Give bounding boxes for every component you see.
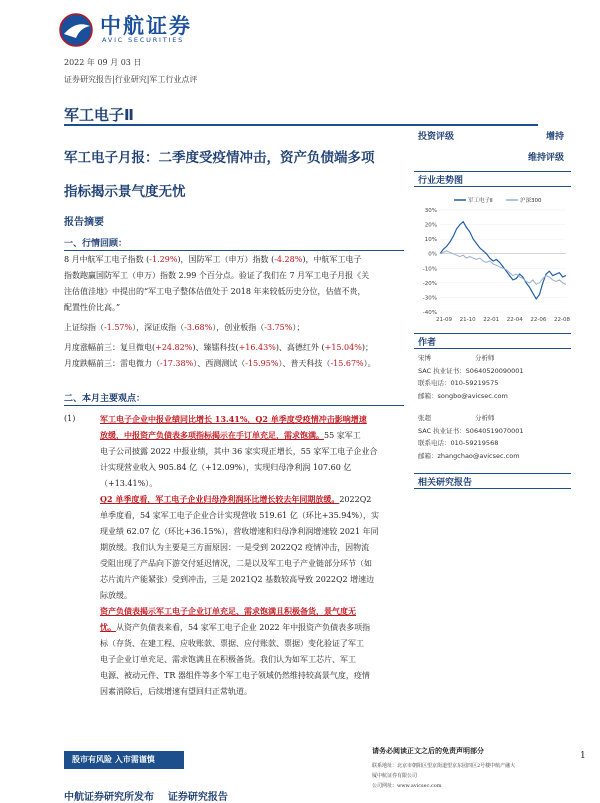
author-email[interactable]: 邮箱：songbo@avicsec.com: [418, 391, 508, 400]
y-tick-label: -20%: [422, 280, 437, 287]
logo-cn: 中航证券: [100, 14, 192, 38]
section2-rule: [64, 405, 404, 406]
related-header-box: [414, 473, 571, 489]
author-role: 分析师: [475, 354, 495, 362]
breadcrumb: 证券研究报告|行业研究|军工行业点评: [64, 75, 198, 84]
top-losers-line: 月度跌幅前三：雷电微力（-17.38%）、西测测试（-15.95%）、普天科技（-15.67%）。: [64, 359, 376, 368]
y-tick-label: 10%: [424, 237, 437, 244]
rating-label: 投资评级: [418, 132, 455, 142]
y-tick-label: -30%: [422, 295, 437, 302]
top-gainers-line: 月度涨幅前三：复旦微电(+24.82%)、臻镭科技(+16.43%)、高德红外 (+15.04%)；: [64, 343, 373, 352]
x-tick-label: 21-09: [436, 317, 452, 323]
y-tick-label: 0%: [428, 251, 437, 258]
authors-header-box: [414, 333, 571, 349]
authors-title: 作者: [418, 338, 437, 348]
author-tel: 联系电话：010-59219568: [418, 439, 499, 447]
report-title-line2: 指标揭示景气度无忧: [64, 184, 186, 200]
y-tick-label: 20%: [424, 222, 437, 229]
logo-emblem-icon: [58, 12, 94, 48]
author-2: [418, 412, 524, 462]
author-tel: 联系电话：010-59219575: [418, 379, 499, 387]
x-tick-label: 22-01: [483, 317, 500, 323]
y-tick-label: -40%: [422, 310, 437, 316]
chart-title: 行业走势图: [418, 176, 464, 186]
company-logo: [58, 10, 218, 50]
rating-sub: 维持评级: [528, 153, 565, 163]
author-1: [418, 352, 524, 402]
section1-rule: [64, 250, 404, 251]
report-date: 2022 年 09 月 03 日: [64, 58, 142, 67]
rating-value: 增持: [546, 132, 565, 142]
item-number: (1): [64, 414, 76, 423]
index-line: 上证综指（-1.57%），深证成指（-3.68%），创业板指（-3.75%）；: [64, 323, 305, 332]
disclaimer-notice: 请务必阅读正文之后的免责声明部分: [372, 747, 484, 755]
address-block: 联系地址：北京市朝阳区望京街道望京东园四区2号楼中航产融大 厦中航证券有限公司 公司网址：www.avicsec.com: [372, 763, 516, 789]
industry-chart: [414, 192, 572, 327]
risk-banner: [64, 751, 184, 769]
author-email[interactable]: 邮箱：zhangchao@avicsec.com: [418, 451, 520, 460]
risk-text: 股市有风险 入市需谨慎: [72, 754, 155, 764]
legend-label: 军工电子Ⅱ: [468, 198, 493, 204]
author-sac: SAC 执业证书：S0640519070001: [418, 426, 524, 435]
legend-label: 沪深300: [520, 198, 542, 204]
author-sac: SAC 执业证书：S0640520090001: [418, 366, 524, 375]
series-line-0: [440, 222, 566, 299]
view-paragraph-3: 资产负债表揭示军工电子企业订单充足、需求饱满且积极备货，景气度无 忧。从资产负债表来看，54 家军工电子企业 2022 年中报资产负债表多项指 标（存货、在建工程、应收账款、票据、应付账款、票据）变化验证了军工 电子企业订单充足、需求饱满且在积极备货。我们认为如军工芯片、军工 电源、被动元件、TR 器组件等多个军工电子领域仍然维持较高景气度，疫情 因素消除后，后续增速有望回归正常轨道。: [100, 606, 371, 696]
report-title-line1: 军工电子月报：二季度受疫情冲击，资产负债端多项: [64, 150, 375, 166]
logo-en: AVIC SECURITIES: [102, 36, 185, 44]
x-tick-label: 22-06: [530, 317, 547, 323]
sector-title: 军工电子Ⅱ: [64, 106, 134, 124]
summary-title: 报告摘要: [64, 217, 104, 228]
section2-title: 二、本月主要观点：: [64, 394, 146, 404]
market-review-paragraph: 8 月中航军工电子指数 (-1.29%)，国防军工（申万）指数 (-4.28%)，中航军工电子 指数跑赢国防军工（申万）指数 2.99 个百分点。验证了我们在 7 月军工电子月报《关 注估值洼地》中提出的“军工电子整体估值处于 2018 年来较低历史分位，估值不贵， 配置性价比高。”: [64, 255, 370, 312]
x-tick-label: 22-04: [506, 317, 523, 323]
y-tick-label: -10%: [422, 266, 437, 273]
chart-header-box: [414, 171, 571, 187]
author-role: 分析师: [475, 414, 495, 422]
section1-title: 一、行情回顾：: [64, 239, 128, 249]
header-rule: [64, 124, 538, 126]
view-paragraph-1: 军工电子企业中报业绩同比增长 13.41%，Q2 单季度受疫情冲击影响增速 放缓，中报资产负债表多项指标揭示在手订单充足，需求饱满。55 家军工 电子公司披露 2022 中报业绩，其中 36 家实现正增长，55 家军工电子企业合 计实现营业收入 905.84 亿（+12.09%），实现归母净利润 107.60 亿 （+13.41%）。: [100, 414, 378, 488]
view-paragraph-2: Q2 单季度看，军工电子企业归母净利润环比增长较去年同期放缓。2022Q2 单季度看，54 家军工电子企业合计实现营收 519.61 亿（环比+35.94%），实 现业绩 62.07 亿（环比+36.15%），营收增速和归母净利润增速较 2021 年同 期放缓。我们认为主要是三方面原因：一是受到 2022Q2 疫情冲击，因物流 受阻出现了产品向下游交付延迟情况，二是以及军工电子产业链部分环节（如 芯片流片产能紧张）受到冲击，三是 2021Q2 基数较高导致 2022Q2 增速边 际放缓。: [100, 494, 380, 600]
y-tick-label: 30%: [424, 208, 437, 214]
publisher-line: 中航证券研究所发布 证券研究报告: [64, 792, 228, 803]
x-tick-label: 22-08: [554, 317, 570, 323]
author-name: 宋博: [418, 354, 431, 362]
page-number: 1: [580, 751, 586, 761]
author-name: 张超: [418, 414, 431, 422]
related-title: 相关研究报告: [418, 478, 473, 488]
x-tick-label: 21-10: [459, 317, 476, 323]
